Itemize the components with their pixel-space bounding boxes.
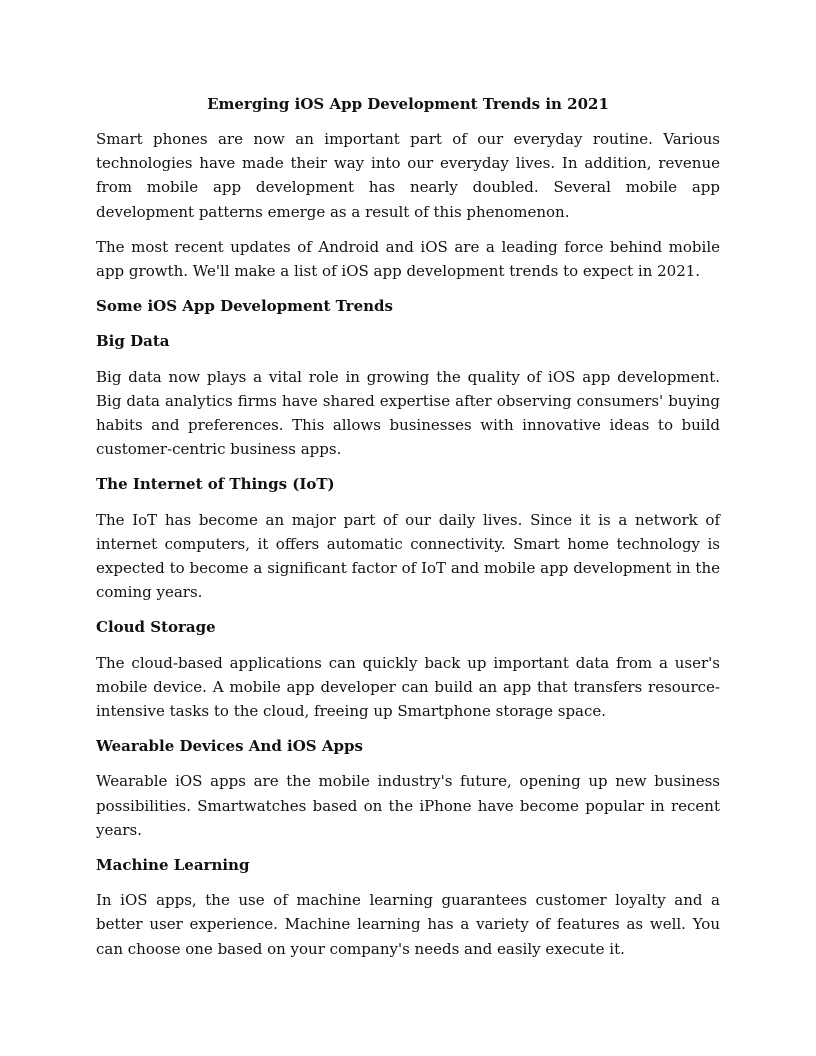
wearable-devices-paragraph: Wearable iOS apps are the mobile industry's future, opening up new business possibilities. Smartwatches based on the iPhone have become popular in recent years.	[96, 772, 720, 839]
iot-heading: The Internet of Things (IoT)	[96, 475, 335, 494]
document-title: Emerging iOS App Development Trends in 2021	[207, 95, 609, 113]
machine-learning-heading: Machine Learning	[96, 856, 250, 875]
iot-paragraph: The IoT has become an major part of our daily lives. Since it is a network of internet computers, it offers automatic connectivity. Smart home technology is expected to become a significant factor of IoT and mobile app development in the coming years.	[96, 510, 720, 602]
cloud-storage-paragraph: The cloud-based applications can quickly back up important data from a user's mobile device. A mobile app developer can build an app that transfers resource-intensive tasks to the cloud, freeing up Smartphone storage space.	[96, 653, 720, 721]
section-heading: Some iOS App Development Trends	[96, 297, 393, 316]
big-data-paragraph: Big data now plays a vital role in growing the quality of iOS app development. Big data analytics firms have shared expertise after observing consumers' buying habits and preferences. This allows businesses with innovative ideas to build customer-centric business apps.	[96, 367, 720, 459]
machine-learning-paragraph: In iOS apps, the use of machine learning guarantees customer loyalty and a better user experience. Machine learning has a variety of features as well. You can choose one based on your company's needs and easily execute it.	[96, 891, 720, 958]
intro-paragraph-2: The most recent updates of Android and iOS are a leading force behind mobile app growth. We'll make a list of iOS app development trends to expect in 2021.	[96, 237, 720, 281]
big-data-heading: Big Data	[96, 332, 170, 351]
intro-paragraph-1: Smart phones are now an important part of our everyday routine. Various technologies have made their way into our everyday lives. In addition, revenue from mobile app development has nearly doubled. Several mobile app development patterns emerge as a result of this phenomenon.	[96, 130, 720, 221]
document-page	[96, 92, 720, 972]
wearable-devices-heading: Wearable Devices And iOS Apps	[96, 737, 363, 756]
cloud-storage-heading: Cloud Storage	[96, 618, 216, 637]
